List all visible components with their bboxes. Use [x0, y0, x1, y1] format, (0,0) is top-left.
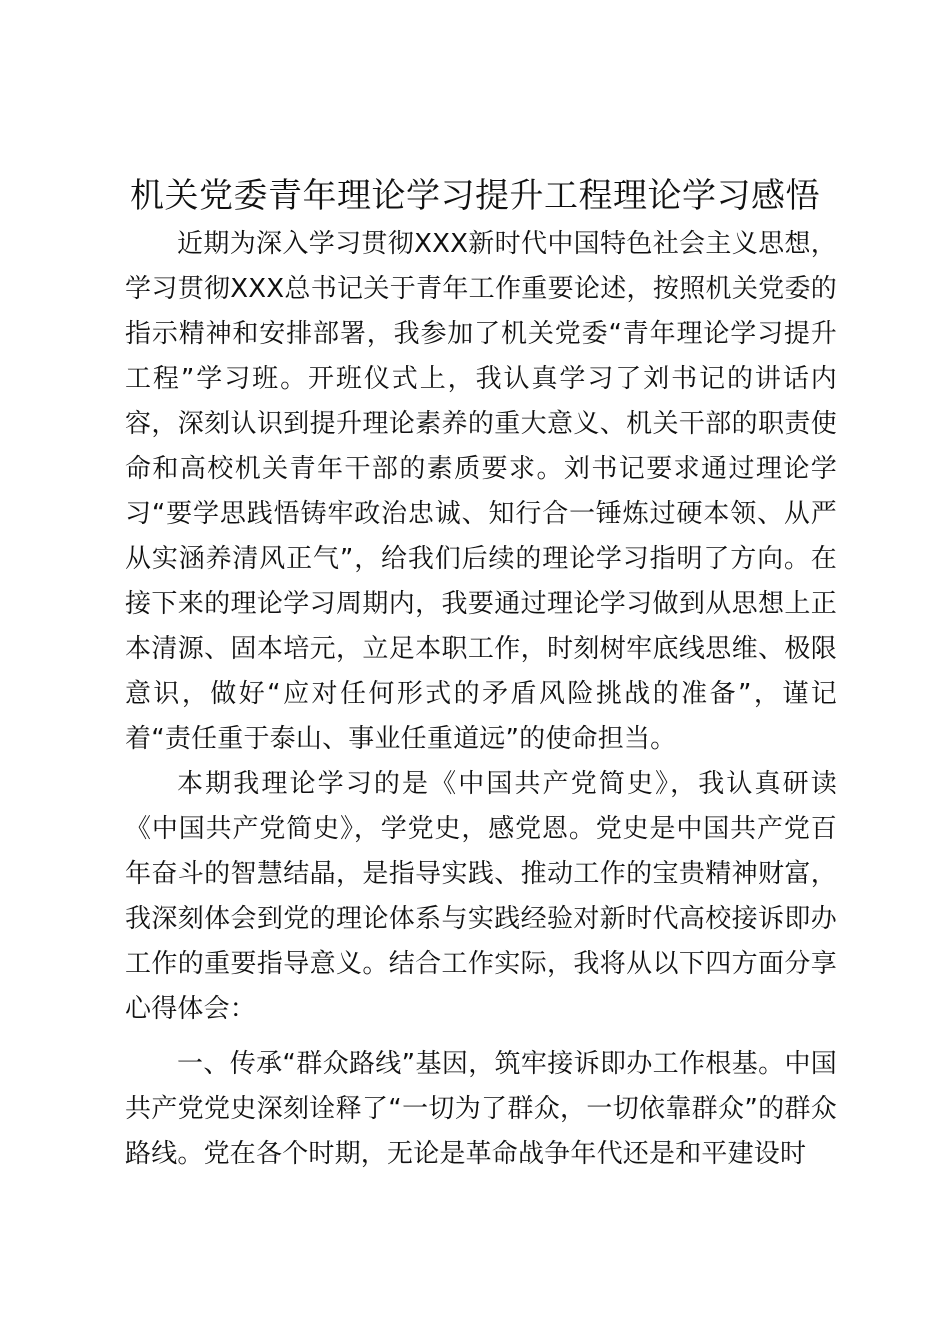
document-body	[125, 222, 837, 1177]
paragraph-study-book: 本期我理论学习的是《中国共产党简史》，我认真研读《中国共产党简史》，学党史，感党恩。党史是中国共产党百年奋斗的智慧结晶，是指导实践、推动工作的宝贵精神财富，我深刻体会到党的理论体系与实践经验对新时代高校接诉即办工作的重要指导意义。结合工作实际，我将从以下四方面分享心得体会：	[125, 769, 837, 1024]
paragraph-intro: 近期为深入学习贯彻XXX新时代中国特色社会主义思想，学习贯彻XXX总书记关于青年工作重要论述，按照机关党委的指示精神和安排部署，我参加了机关党委“青年理论学习提升工程”学习班。开班仪式上，我认真学习了刘书记的讲话内容，深刻认识到提升理论素养的重大意义、机关干部的职责使命和高校机关青年干部的素质要求。刘书记要求通过理论学习“要学思践悟铸牢政治忠诚、知行合一锤炼过硬本领、从严从实涵养清风正气”，给我们后续的理论学习指明了方向。在接下来的理论学习周期内，我要通过理论学习做到从思想上正本清源、固本培元，立足本职工作，时刻树牢底线思维、极限意识，做好“应对任何形式的矛盾风险挑战的准备”，谨记着“责任重于泰山、事业任重道远”的使命担当。	[125, 229, 837, 754]
document-title: 机关党委青年理论学习提升工程理论学习感悟	[130, 176, 820, 216]
paragraph-section-one: 一、传承“群众路线”基因，筑牢接诉即办工作根基。中国共产党党史深刻诠释了“一切为了群众，一切依靠群众”的群众路线。党在各个时期，无论是革命战争年代还是和平建设时	[125, 1049, 837, 1169]
